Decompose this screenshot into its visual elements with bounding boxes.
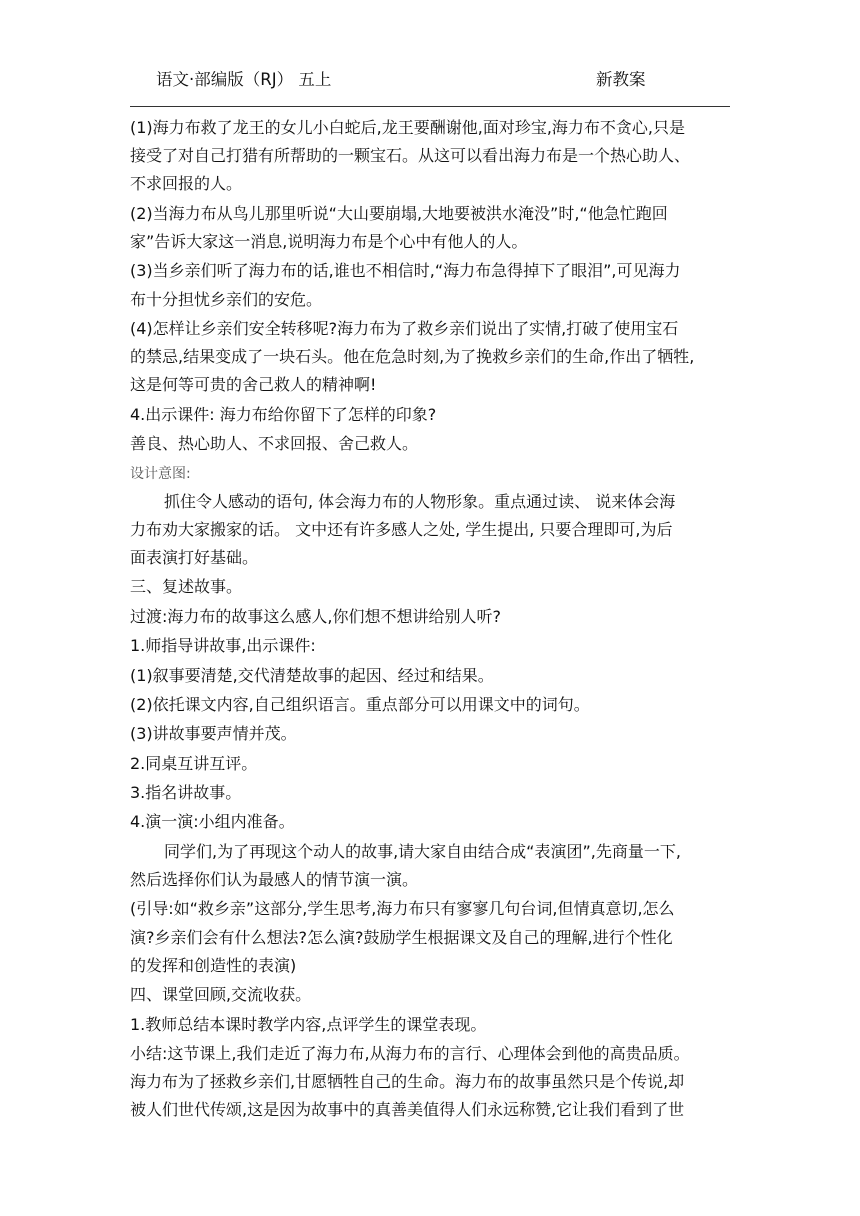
analysis-paragraph-3 xyxy=(130,257,732,313)
header-subject: 语文·部编版（RJ） 五上 xyxy=(156,70,332,89)
text-line: 不求回报的人。 xyxy=(130,174,243,194)
acting-paragraph xyxy=(130,838,732,894)
text-line: 家”告诉大家这一消息,说明海力布是个心中有他人的人。 xyxy=(130,232,528,251)
text-line: (引导:如“救乡亲”这部分,学生思考,海力布只有寥寥几句台词,但情真意切,怎么 xyxy=(130,899,675,919)
text-line: 然后选择你们认为最感人的情节演一演。 xyxy=(130,870,419,890)
step-2: 2.同桌互讲互评。 xyxy=(130,753,258,773)
transition-line: 过渡:海力布的故事这么感人,你们想不想讲给别人听? xyxy=(130,606,501,626)
review-step-1: 1.教师总结本课时教学内容,点评学生的课堂表现。 xyxy=(130,1014,487,1034)
text-line: 面表演打好基础。 xyxy=(130,547,259,567)
text-line: 这是何等可贵的舍己救人的精神啊! xyxy=(130,375,377,395)
step-1c: (3)讲故事要声情并茂。 xyxy=(130,724,297,744)
section-heading-review: 四、课堂回顾,交流收获。 xyxy=(130,985,312,1005)
text-line: 接受了对自己打猎有所帮助的一颗宝石。从这可以看出海力布是一个热心助人、 xyxy=(130,146,691,166)
text-line: 抓住令人感动的语句, 体会海力布的人物形象。重点通过读、 说来体会海 xyxy=(164,491,676,511)
text-line: 同学们,为了再现这个动人的故事,请大家自由结合成“表演团”,先商量一下, xyxy=(164,841,681,861)
answer-line: 善良、热心助人、不求回报、舍己救人。 xyxy=(130,434,419,454)
step-3: 3.指名讲故事。 xyxy=(130,783,242,803)
text-line: (4)怎样让乡亲们安全转移呢?海力布为了救乡亲们说出了实情,打破了使用宝石 xyxy=(130,318,679,338)
page-header xyxy=(130,62,730,98)
section-heading-retell: 三、复述故事。 xyxy=(130,577,243,597)
analysis-paragraph-4 xyxy=(130,315,732,400)
header-divider xyxy=(130,106,730,107)
step-1a: (1)叙事要清楚,交代清楚故事的起因、经过和结果。 xyxy=(130,665,494,685)
analysis-paragraph-2 xyxy=(130,200,732,256)
text-line: 海力布为了拯救乡亲们,甘愿牺牲自己的生命。海力布的故事虽然只是个传说,却 xyxy=(130,1072,685,1092)
text-line: (1)海力布救了龙王的女儿小白蛇后,龙王要酬谢他,面对珍宝,海力布不贪心,只是 xyxy=(130,118,686,137)
step-4: 4.演一演:小组内准备。 xyxy=(130,812,295,832)
text-line: 的禁忌,结果变成了一块石头。他在危急时刻,为了挽救乡亲们的生命,作出了牺牲, xyxy=(130,347,695,367)
design-intent-heading: 设计意图: xyxy=(130,465,191,482)
guidance-paragraph xyxy=(130,895,732,980)
text-line: 演?乡亲们会有什么想法?怎么演?鼓励学生根据课文及自己的理解,进行个性化 xyxy=(130,927,673,947)
step-1: 1.师指导讲故事,出示课件: xyxy=(130,636,316,656)
text-line: 被人们世代传颂,这是因为故事中的真善美值得人们永远称赞,它让我们看到了世 xyxy=(130,1100,685,1120)
courseware-question: 4.出示课件: 海力布给你留下了怎样的印象? xyxy=(130,404,437,424)
text-line: 布十分担忧乡亲们的安危。 xyxy=(130,289,323,309)
design-intent-paragraph xyxy=(130,488,732,573)
summary-paragraph xyxy=(130,1040,732,1125)
text-line: 小结:这节课上,我们走近了海力布,从海力布的言行、心理体会到他的高贵品质。 xyxy=(130,1044,690,1064)
step-1b: (2)依托课文内容,自己组织语言。重点部分可以用课文中的词句。 xyxy=(130,694,590,714)
text-line: 力布劝大家搬家的话。 文中还有许多感人之处, 学生提出, 只要合理即可,为后 xyxy=(130,519,673,539)
text-line: (3)当乡亲们听了海力布的话,谁也不相信时,“海力布急得掉下了眼泪”,可见海力 xyxy=(130,261,681,281)
text-line: (2)当海力布从鸟儿那里听说“大山要崩塌,大地要被洪水淹没”时,“他急忙跑回 xyxy=(130,203,668,223)
document-body xyxy=(130,114,732,1126)
header-title: 新教案 xyxy=(596,70,646,89)
text-line: 的发挥和创造性的表演) xyxy=(130,955,297,975)
analysis-paragraph-1 xyxy=(130,114,732,199)
